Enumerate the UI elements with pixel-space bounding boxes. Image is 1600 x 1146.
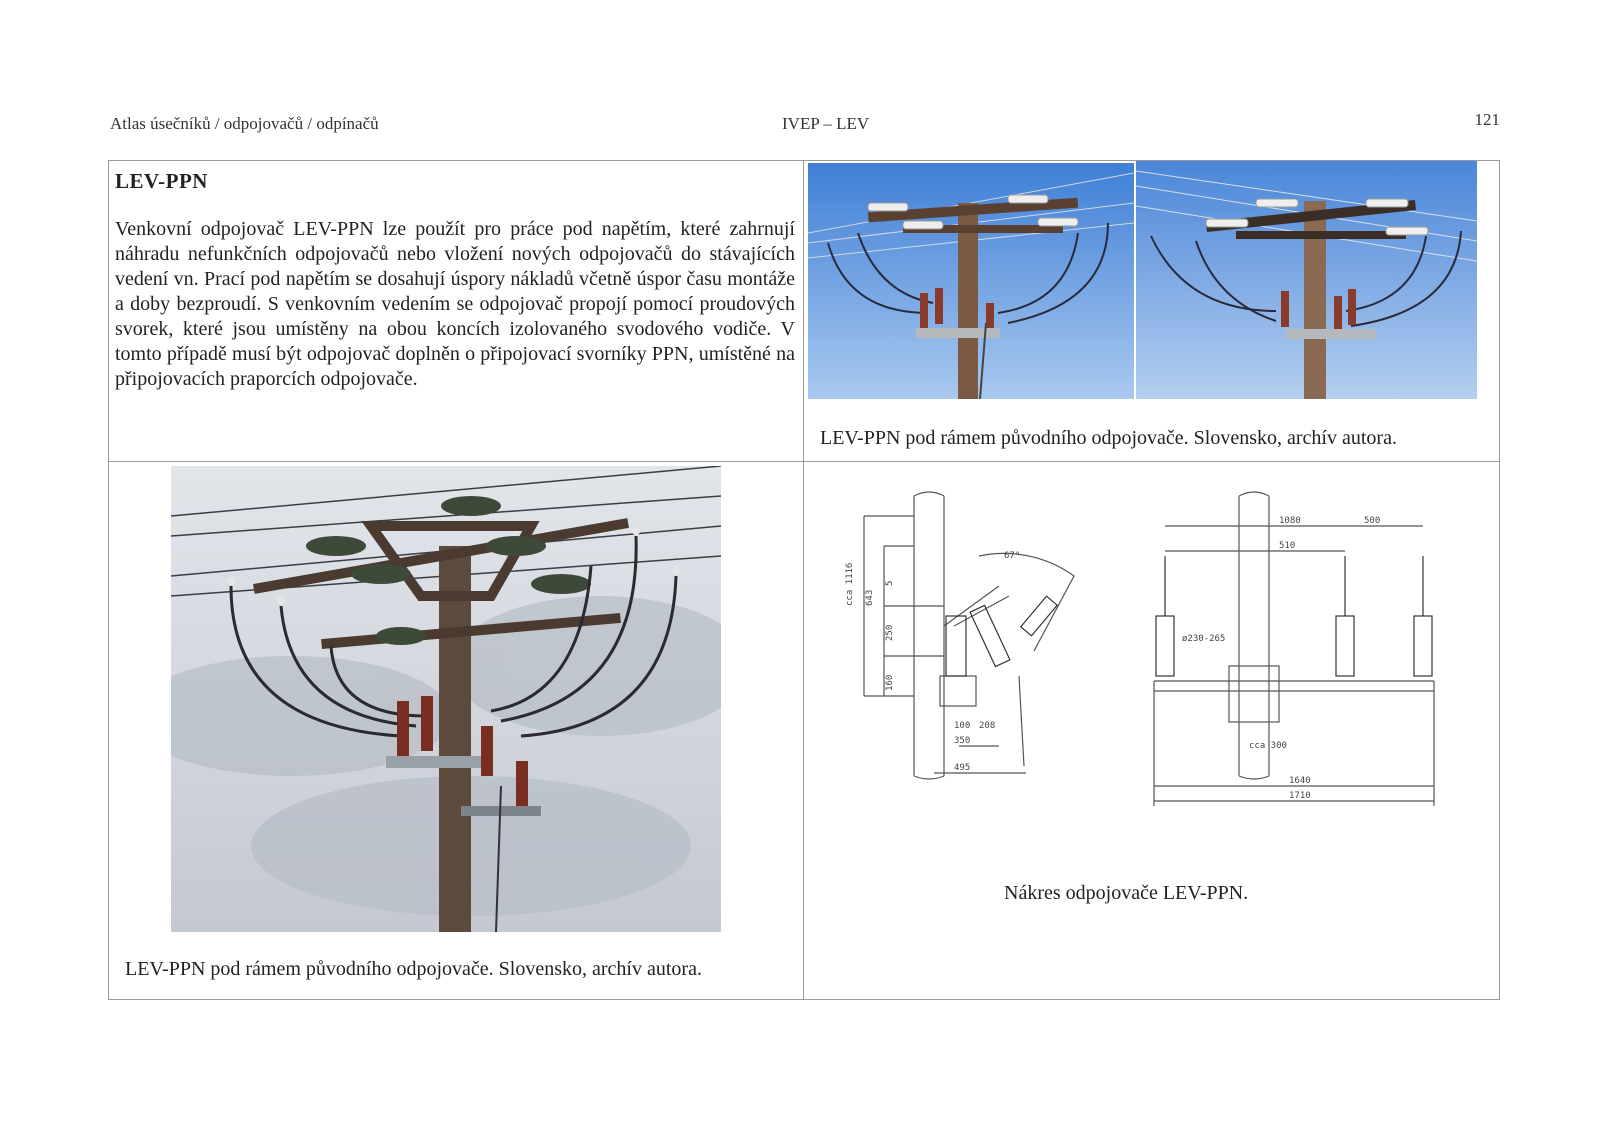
top-photos-cell — [804, 161, 1499, 461]
dim-side-8: 208 — [979, 721, 996, 731]
dim-front-5: cca 300 — [1249, 741, 1287, 751]
section-paragraph: Venkovní odpojovač LEV-PPN lze použít pro práce pod napětím, které zahrnují náhradu nefunkčních odpojovačů nebo vložení nových odpojovačů do stávajících vedení vn. Prací pod napětím se dosahují úspory nákladů včetně úspor času montáže a doby bezproudí. S venkovním vedením se odpojovač propojí pomocí proudových svorek, které jsou umístěny na obou koncích izolovaného svodového vodiče. V tomto případě musí být odpojovač doplněn o připojovací svorníky PPN, umístěné na připojovacích praporcích odpojovače. — [115, 218, 795, 390]
dim-side-5: 160 — [885, 674, 895, 691]
dim-front-4: ø230-265 — [1182, 634, 1226, 644]
dim-side-10: 495 — [954, 763, 971, 773]
section-title: LEV-PPN — [115, 169, 208, 193]
dim-front-7: 1710 — [1289, 791, 1311, 801]
dim-side-1: cca 1116 — [845, 562, 855, 606]
dim-front-1: 1080 — [1279, 516, 1301, 526]
caption-bottom-right: Nákres odpojovače LEV-PPN. — [1004, 882, 1249, 904]
content-table — [108, 160, 1500, 1000]
caption-bottom-left: LEV-PPN pod rámem původního odpojovače. Slovensko, archív autora. — [125, 958, 702, 980]
drawing-cell — [804, 462, 1499, 999]
dim-front-3: 510 — [1279, 541, 1296, 551]
dim-side-3: 5 — [885, 580, 895, 586]
page-header — [110, 110, 1500, 140]
page-number: 121 — [1474, 110, 1500, 129]
dim-front-2: 500 — [1364, 516, 1381, 526]
pole-photo-right — [1136, 161, 1477, 399]
technical-drawing — [804, 476, 1499, 836]
bottom-photo-cell — [109, 462, 803, 999]
dim-side-7: 100 — [954, 721, 971, 731]
header-book-title: Atlas úsečníků / odpojovačů / odpínačů — [110, 114, 379, 133]
header-section: IVEP – LEV — [782, 114, 870, 133]
pole-photo-left — [808, 163, 1134, 399]
dim-side-4: 250 — [885, 624, 895, 641]
text-cell — [109, 161, 803, 461]
dim-side-6: 67° — [1004, 551, 1021, 561]
pole-photo-large — [171, 466, 721, 932]
dim-side-9: 350 — [954, 736, 971, 746]
dim-front-6: 1640 — [1289, 776, 1311, 786]
caption-top-right: LEV-PPN pod rámem původního odpojovače. Slovensko, archív autora. — [820, 427, 1397, 449]
dim-side-2: 643 — [865, 589, 875, 606]
